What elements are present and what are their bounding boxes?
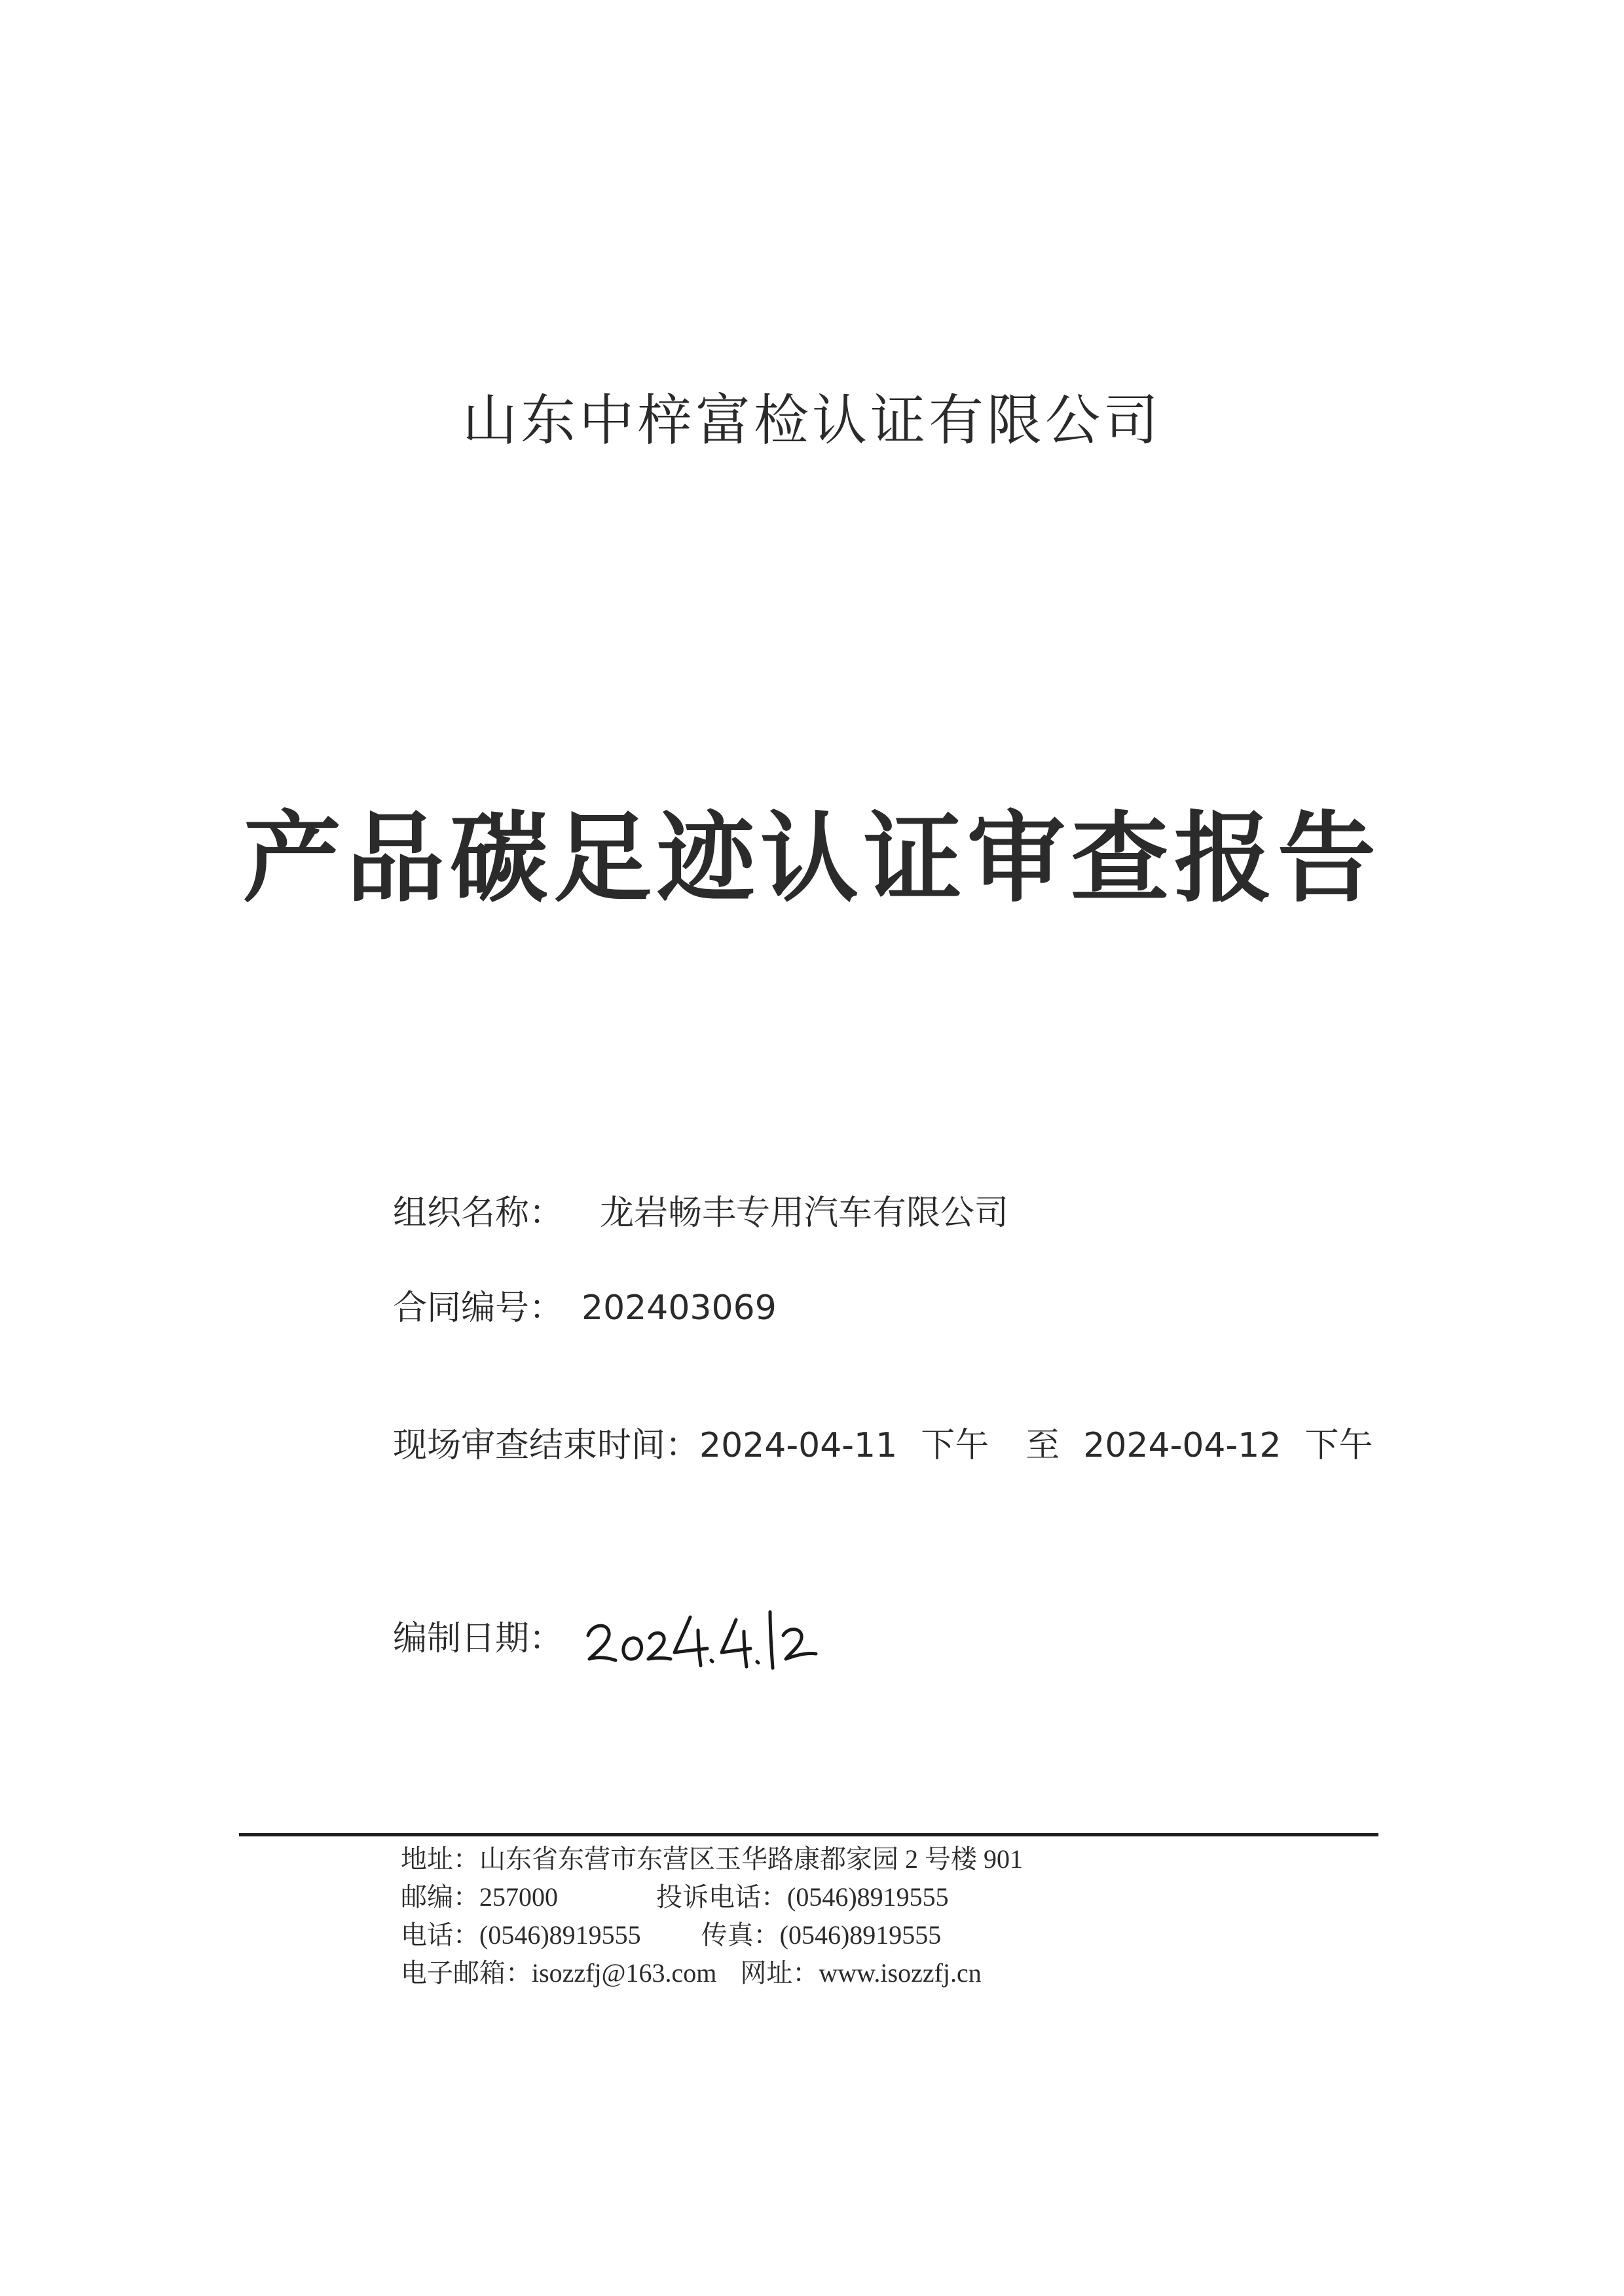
organization-label: 组织名称：: [393, 1194, 564, 1233]
footer-postal-row: [401, 1876, 949, 1914]
compile-date-row: [393, 1611, 563, 1660]
footer-complaint-phone: 投诉电话：(0546)8919555: [656, 1882, 949, 1912]
footer-divider: [239, 1833, 1378, 1836]
handwritten-date-signature: [583, 1597, 819, 1676]
audit-start-ampm: 下午: [921, 1426, 989, 1465]
audit-separator: 至: [1025, 1426, 1060, 1465]
footer-email: 电子邮箱：isozzfj@163.com: [401, 1958, 717, 1988]
audit-end-date: 2024-04-12: [1083, 1426, 1282, 1465]
footer-website: 网址：www.isozzfj.cn: [740, 1958, 982, 1988]
report-title: 产品碳足迹认证审查报告: [242, 802, 1381, 916]
organization-value: 龙岩畅丰专用汽车有限公司: [600, 1194, 1009, 1233]
footer-contact-row: [401, 1952, 982, 1990]
organization-row: [393, 1185, 1008, 1234]
audit-start-date: 2024-04-11: [699, 1426, 898, 1465]
footer-fax: 传真：(0546)8919555: [701, 1920, 942, 1950]
footer-phone-row: [401, 1914, 941, 1952]
contract-value: 202403069: [581, 1288, 777, 1328]
contract-row: [393, 1280, 777, 1329]
audit-time-row: [393, 1417, 1373, 1467]
audit-time-label: 现场审查结束时间：: [393, 1426, 700, 1465]
audit-end-ampm: 下午: [1304, 1426, 1373, 1465]
contract-label: 合同编号：: [393, 1288, 564, 1328]
company-header: 山东中梓富检认证有限公司: [462, 388, 1162, 452]
footer-address: 地址：山东省东营市东营区玉华路康都家园 2 号楼 901: [401, 1844, 1023, 1874]
compile-date-label: 编制日期：: [393, 1619, 564, 1658]
footer-postal: 邮编：257000: [401, 1882, 558, 1912]
footer-phone: 电话：(0546)8919555: [401, 1920, 641, 1950]
